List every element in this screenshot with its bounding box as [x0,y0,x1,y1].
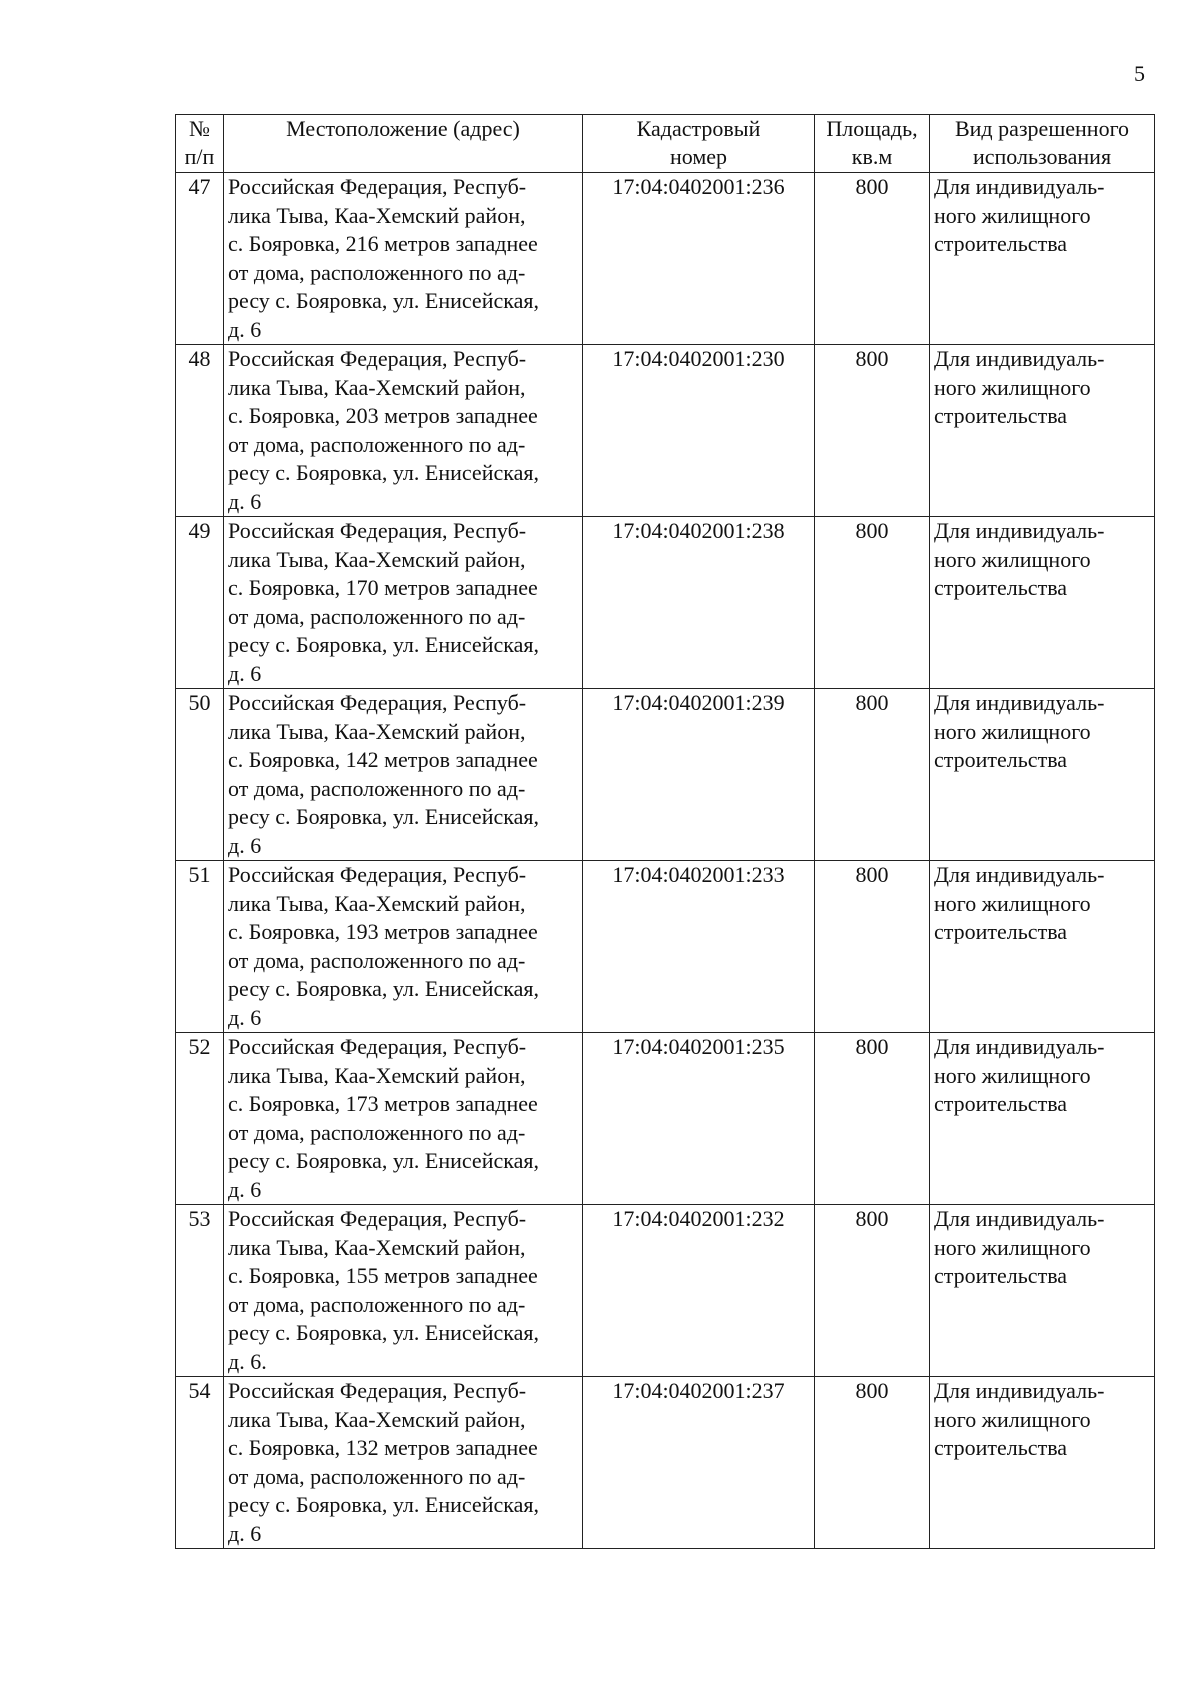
row-permitted-use: Для индивидуаль- ного жилищного строительства [930,345,1155,517]
row-permitted-use: Для индивидуаль- ного жилищного строительства [930,1377,1155,1549]
table-row [176,517,1155,689]
table-body [176,173,1155,1549]
row-number: 53 [176,1205,224,1377]
row-area: 800 [815,689,930,861]
table-row [176,173,1155,345]
row-area: 800 [815,1033,930,1205]
row-area: 800 [815,517,930,689]
row-permitted-use: Для индивидуаль- ного жилищного строительства [930,517,1155,689]
row-area: 800 [815,345,930,517]
row-number: 52 [176,1033,224,1205]
row-number: 50 [176,689,224,861]
table-row [176,861,1155,1033]
header-number: № п/п [176,115,224,173]
header-area: Площадь, кв.м [815,115,930,173]
row-address: Российская Федерация, Респуб- лика Тыва, Каа-Хемский район, с. Бояровка, 132 метров западнее от дома, расположенного по ад- ресу с. Бояровка, ул. Енисейская, д. 6 [224,1377,583,1549]
row-number: 47 [176,173,224,345]
table-row [176,1033,1155,1205]
row-address: Российская Федерация, Респуб- лика Тыва, Каа-Хемский район, с. Бояровка, 193 метров западнее от дома, расположенного по ад- ресу с. Бояровка, ул. Енисейская, д. 6 [224,861,583,1033]
row-cadastral-number: 17:04:0402001:232 [583,1205,815,1377]
row-number: 51 [176,861,224,1033]
row-address: Российская Федерация, Респуб- лика Тыва, Каа-Хемский район, с. Бояровка, 155 метров западнее от дома, расположенного по ад- ресу с. Бояровка, ул. Енисейская, д. 6. [224,1205,583,1377]
row-permitted-use: Для индивидуаль- ного жилищного строительства [930,173,1155,345]
table-row [176,1377,1155,1549]
row-cadastral-number: 17:04:0402001:233 [583,861,815,1033]
header-address: Местоположение (адрес) [224,115,583,173]
row-cadastral-number: 17:04:0402001:235 [583,1033,815,1205]
row-permitted-use: Для индивидуаль- ного жилищного строительства [930,1033,1155,1205]
table-header [176,115,1155,173]
row-area: 800 [815,173,930,345]
table-row [176,345,1155,517]
row-cadastral-number: 17:04:0402001:239 [583,689,815,861]
header-cadastral-number: Кадастровый номер [583,115,815,173]
row-permitted-use: Для индивидуаль- ного жилищного строительства [930,689,1155,861]
table-row [176,689,1155,861]
row-permitted-use: Для индивидуаль- ного жилищного строительства [930,861,1155,1033]
row-cadastral-number: 17:04:0402001:237 [583,1377,815,1549]
row-number: 48 [176,345,224,517]
page-number: 5 [1134,61,1145,86]
row-address: Российская Федерация, Респуб- лика Тыва, Каа-Хемский район, с. Бояровка, 203 метров западнее от дома, расположенного по ад- ресу с. Бояровка, ул. Енисейская, д. 6 [224,345,583,517]
header-row [176,115,1155,173]
row-area: 800 [815,861,930,1033]
row-cadastral-number: 17:04:0402001:238 [583,517,815,689]
row-address: Российская Федерация, Респуб- лика Тыва, Каа-Хемский район, с. Бояровка, 142 метров западнее от дома, расположенного по ад- ресу с. Бояровка, ул. Енисейская, д. 6 [224,689,583,861]
row-number: 54 [176,1377,224,1549]
row-area: 800 [815,1205,930,1377]
row-number: 49 [176,517,224,689]
land-plots-table [175,114,1155,1549]
row-area: 800 [815,1377,930,1549]
row-address: Российская Федерация, Респуб- лика Тыва, Каа-Хемский район, с. Бояровка, 216 метров западнее от дома, расположенного по ад- ресу с. Бояровка, ул. Енисейская, д. 6 [224,173,583,345]
row-address: Российская Федерация, Респуб- лика Тыва, Каа-Хемский район, с. Бояровка, 173 метров западнее от дома, расположенного по ад- ресу с. Бояровка, ул. Енисейская, д. 6 [224,1033,583,1205]
row-permitted-use: Для индивидуаль- ного жилищного строительства [930,1205,1155,1377]
table-row [176,1205,1155,1377]
row-cadastral-number: 17:04:0402001:236 [583,173,815,345]
row-cadastral-number: 17:04:0402001:230 [583,345,815,517]
row-address: Российская Федерация, Респуб- лика Тыва, Каа-Хемский район, с. Бояровка, 170 метров западнее от дома, расположенного по ад- ресу с. Бояровка, ул. Енисейская, д. 6 [224,517,583,689]
header-permitted-use: Вид разрешенного использования [930,115,1155,173]
